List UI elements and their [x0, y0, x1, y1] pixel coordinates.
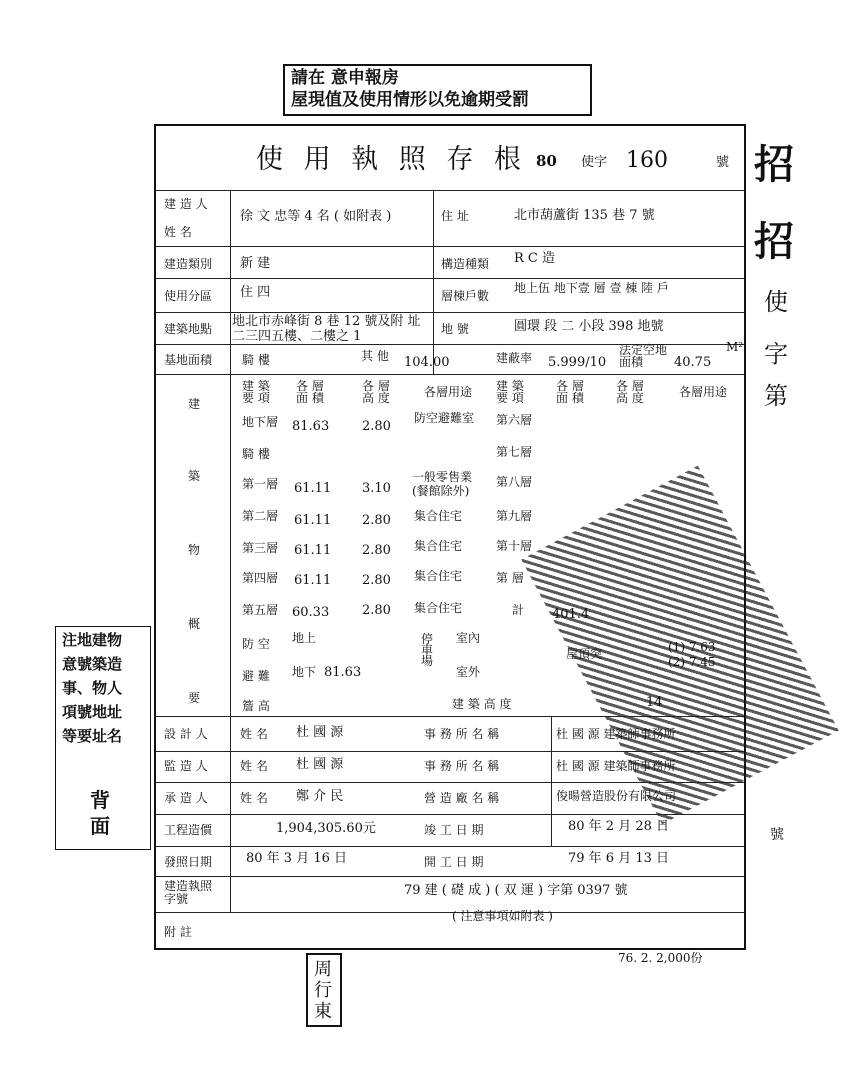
col-item-header-r: 建 築 要 項 [496, 379, 524, 405]
floor-row-name: 第一層 [242, 477, 279, 491]
remarks-value: ( 注意事項如附表 ) [452, 909, 553, 923]
legal-open-value: 40.75 [674, 355, 712, 370]
build-type-value: 新 建 [240, 256, 271, 271]
floor-row-height: 2.80 [362, 603, 391, 618]
floor-row-area: 61.11 [294, 513, 332, 528]
area-unit: M² [726, 340, 744, 354]
applicant-address: 北市葫蘆街 135 巷 7 號 [514, 208, 655, 223]
floor-row-use: 防空避難室 [414, 411, 475, 425]
floor-row-area: 81.63 [292, 419, 330, 434]
outdoor-label: 室外 [456, 665, 481, 679]
summary-label-2: 築 [188, 469, 201, 483]
floor-row-name-r: 第六層 [496, 413, 533, 427]
issue-label: 發照日期 [164, 855, 213, 869]
parking-label: 停車場 [421, 632, 434, 668]
above-label: 地上 [292, 631, 317, 645]
other-label: 其 他 [361, 349, 389, 363]
floor-row-name-r: 第十層 [496, 539, 533, 553]
permit-no-value: 79 建 ( 礎 成 ) ( 双 運 ) 字第 0397 號 [404, 883, 628, 898]
col-use-header: 各層用途 [424, 385, 473, 399]
print-footer: 76. 2. 2,000份 [618, 951, 703, 965]
floors-value: 地上伍 地下壹 層 壹 棟 陸 戶 [514, 281, 669, 295]
site-area-label: 基地面積 [164, 353, 213, 367]
floor-row-use: 集合住宅 [414, 539, 463, 553]
building-height-value: 14 [646, 695, 663, 710]
address-label: 住 址 [441, 209, 469, 223]
evacuation-label: 避 難 [242, 669, 270, 683]
below-label: 地下 [292, 665, 317, 679]
floor-row-use: 集合住宅 [414, 569, 463, 583]
floors-label: 層棟戶數 [441, 289, 490, 303]
coverage-value: 5.999/10 [548, 355, 607, 370]
col-height-header-r: 各 層 高 度 [616, 379, 644, 405]
floor-row-area: 60.33 [292, 605, 330, 620]
side-notice-line: 等要址名 [62, 727, 123, 745]
summary-label-5: 要 [188, 691, 201, 705]
coverage-label: 建蔽率 [496, 351, 533, 365]
permit-year: 80 [536, 152, 557, 170]
floor-row-name: 第二層 [242, 509, 279, 523]
floor-row-use: 集合住宅 [414, 509, 463, 523]
col-height-header: 各 層 高 度 [362, 379, 390, 405]
side-notice-line: 項號地址 [62, 703, 123, 721]
issue-date: 80 年 3 月 16 日 [246, 851, 348, 866]
structure-value: R C 造 [514, 251, 555, 266]
floor-row-name: 第三層 [242, 541, 279, 555]
remarks-label: 附 註 [164, 925, 192, 939]
below-value: 81.63 [324, 665, 362, 680]
cost-value: 1,904,305.60元 [276, 821, 376, 836]
structure-label: 構造種類 [441, 257, 490, 271]
floor-row-height: 2.80 [362, 419, 391, 434]
floor-row-height: 2.80 [362, 543, 391, 558]
completion-date: 80 年 2 月 28 日 [568, 819, 670, 834]
contractor-label: 承 造 人 [164, 791, 208, 805]
summary-label-4: 概 [188, 617, 201, 631]
shelter-label: 防 空 [242, 637, 270, 651]
roof-values: (1) 7.63 (2) 7.45 [668, 640, 716, 669]
supervisor-office-label: 事 務 所 名 稱 [424, 759, 500, 773]
margin-char: 號 [770, 827, 784, 843]
floor-row-name: 騎 樓 [242, 447, 270, 461]
permit-no-label: 建造執照字號 [164, 879, 213, 906]
applicant-name: 徐 文 忠等 4 名 ( 如附表 ) [240, 209, 392, 224]
floor-total-label: 計 [512, 603, 525, 617]
build-type-label: 建造類別 [164, 257, 213, 271]
floor-row-name: 第四層 [242, 571, 279, 585]
col-use-header-r: 各層用途 [679, 385, 728, 399]
other-area-value: 104.00 [404, 355, 450, 370]
side-notice-line: 注地建物 [62, 631, 123, 649]
col-item-header: 建 築 要 項 [242, 379, 270, 405]
arcade-label: 騎 樓 [242, 353, 270, 367]
supervisor-label: 監 造 人 [164, 759, 208, 773]
floor-row-use: 一般零售業 (餐館除外) [412, 470, 473, 498]
col-area-header: 各 層 面 積 [296, 379, 324, 405]
designer-name-label: 姓 名 [240, 727, 268, 741]
designer-office-label: 事 務 所 名 稱 [424, 727, 500, 741]
margin-char: 字 [764, 340, 788, 368]
contractor-name: 鄭 介 民 [296, 789, 344, 804]
floor-row-name-r: 第七層 [496, 445, 533, 459]
floor-row-area: 61.11 [294, 573, 332, 588]
floor-row-name-r: 第 層 [496, 571, 524, 585]
side-notice-back: 背面 [90, 788, 110, 838]
roof-label: 屋頂突 [566, 647, 603, 661]
floor-row-area: 61.11 [294, 543, 332, 558]
supervisor-name: 杜 國 源 [296, 757, 344, 772]
contractor-office-label: 營 造 廠 名 稱 [424, 791, 500, 805]
lot-label: 地 號 [441, 322, 469, 336]
designer-label: 設 計 人 [164, 727, 208, 741]
margin-char: 招 [754, 218, 794, 265]
legal-open-label: 法定空地面積 [619, 343, 668, 369]
applicant-label-1: 建 造 人 [164, 197, 208, 211]
applicant-label-2: 姓 名 [164, 225, 192, 239]
side-notice [55, 626, 151, 850]
permit-number: 160 [626, 148, 668, 173]
use-zone-label: 使用分區 [164, 289, 213, 303]
permit-word: 使字 [581, 155, 608, 170]
floor-row-name-r: 第九層 [496, 509, 533, 523]
side-notice-line: 事、物人 [62, 679, 123, 697]
floor-row-name-r: 第八層 [496, 475, 533, 489]
location-value: 地北市赤峰街 8 巷 12 號及附 址二三四五樓、二樓之 1 [232, 314, 421, 344]
stamp-text: 周行東 [314, 959, 332, 1022]
floor-row-height: 2.80 [362, 513, 391, 528]
summary-label-1: 建 [188, 397, 201, 411]
col-area-header-r: 各 層 面 積 [556, 379, 584, 405]
use-zone-value: 住 四 [240, 285, 271, 300]
margin-char: 第 [764, 382, 788, 410]
floor-row-height: 2.80 [362, 573, 391, 588]
notice-line-2: 屋現值及使用情形以免逾期受罰 [291, 90, 529, 110]
margin-char: 招 [754, 141, 794, 188]
indoor-label: 室內 [456, 631, 481, 645]
designer-name: 杜 國 源 [296, 725, 344, 740]
floor-row-name: 第五層 [242, 603, 279, 617]
permit-hao: 號 [716, 155, 730, 170]
side-notice-line: 意號築造 [62, 655, 123, 673]
supervisor-office: 杜 國 源 建築師事務所 [556, 759, 676, 773]
building-height-label: 建 築 高 度 [452, 697, 512, 711]
floor-row-name: 地下層 [242, 415, 279, 429]
form-title: 使 用 執 照 存 根 [256, 144, 527, 175]
floor-row-use: 集合住宅 [414, 601, 463, 615]
start-label: 開 工 日 期 [424, 855, 484, 869]
cost-label: 工程造價 [164, 823, 213, 837]
completion-label: 竣 工 日 期 [424, 823, 484, 837]
floor-total-value: 401.4 [552, 607, 590, 622]
notice-line-1: 請在 意申報房 [291, 68, 399, 88]
eave-label: 簷 高 [242, 699, 270, 713]
location-label: 建築地點 [164, 322, 213, 336]
approval-stamp [306, 953, 342, 1027]
summary-label-3: 物 [188, 543, 201, 557]
contractor-office: 俊暘營造股份有限公司 [556, 789, 677, 803]
floor-row-area: 61.11 [294, 481, 332, 496]
supervisor-name-label: 姓 名 [240, 759, 268, 773]
contractor-name-label: 姓 名 [240, 791, 268, 805]
designer-office: 杜 國 源 建築師事務所 [556, 727, 676, 741]
lot-value: 圓環 段 二 小段 398 地號 [514, 319, 664, 334]
start-date: 79 年 6 月 13 日 [568, 851, 670, 866]
floor-row-height: 3.10 [362, 481, 391, 496]
permit-form [154, 124, 746, 950]
margin-char: 使 [764, 288, 788, 316]
notice-box [283, 64, 592, 116]
